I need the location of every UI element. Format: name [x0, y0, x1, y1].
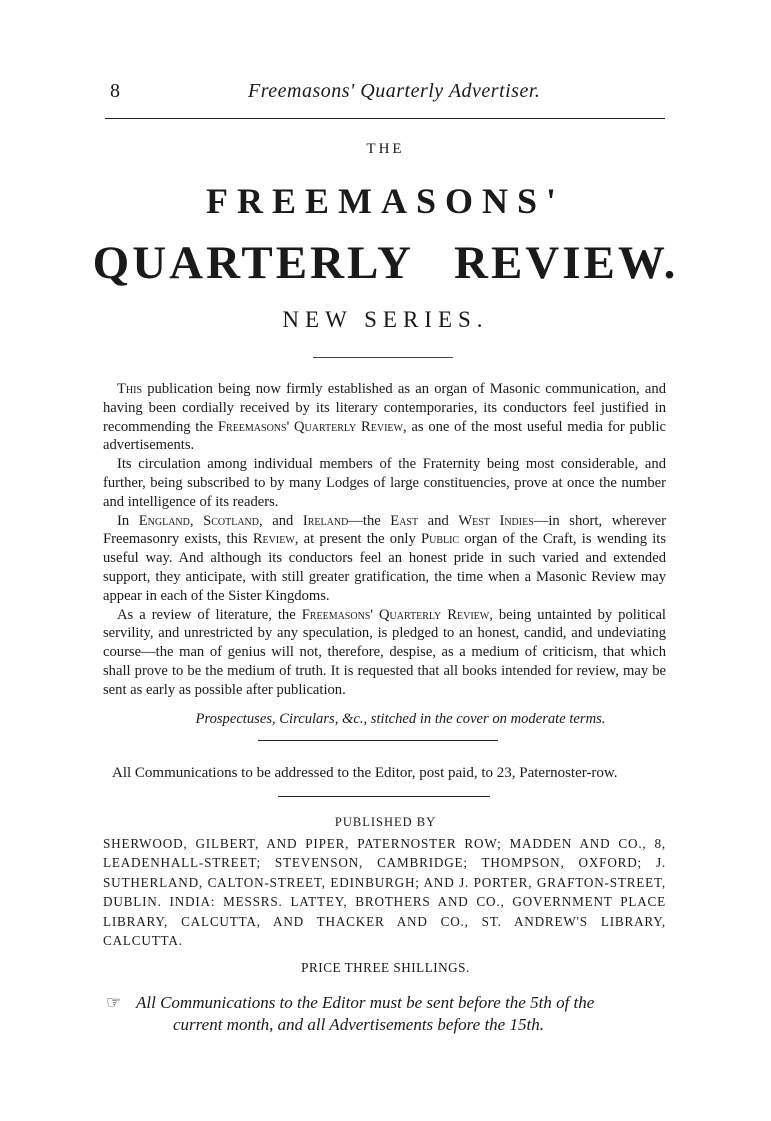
published-by: PUBLISHED BY: [334, 815, 437, 829]
section-rule-1: [258, 740, 498, 741]
publishers-list: SHERWOOD, GILBERT, AND PIPER, PATERNOSTER ROW; MADDEN AND CO., 8, LEADENHALL-STREET; STEVENSON, CAMBRIDGE; THOMPSON, OXFORD; J. SUTHERLAND, CALTON-STREET, EDINBURGH; AND J. PORTER, GRAFTON-STREET, DUBLIN. INDIA: MESSRS. LATTEY, BROTHERS AND CO., GOVERNMENT PLACE LIBRARY, CALCUTTA, AND THACKER AND CO., ST. ANDREW'S LIBRARY, CALCUTTA.: [103, 836, 666, 949]
title-quarterly: QUARTERLY: [92, 237, 415, 289]
prospectus-note: Prospectuses, Circulars, &c., stitched in the cover on moderate terms.: [195, 711, 606, 727]
title-freemasons: FREEMASONS': [205, 181, 566, 221]
running-title: Freemasons' Quarterly Advertiser.: [248, 80, 541, 102]
title-review: REVIEW.: [454, 237, 679, 289]
title-the: THE: [366, 141, 405, 157]
prospectus-body: [103, 380, 666, 700]
paragraph-4: As a review of literature, the Freemasons' Quarterly Review, being untainted by political servility, and unrestricted by any speculation, is pledged to an honest, candid, and undeviating course—the man of genius will not, therefore, despise, as a medium of criticism, that which shall prove to be the medium of truth. It is requested that all books intended for review, may be sent as early as possible after publication.: [103, 606, 666, 698]
title-new-series: NEW SERIES.: [282, 307, 489, 332]
editor-notice: [106, 992, 666, 1036]
paragraph-3: In England, Scotland, and Ireland—the East and West Indies—in short, wherever Freemasonry exists, this Review, at present the only Public organ of the Craft, is wending its useful way. And although its conductors feel an honest pride in such varied and extended support, they anticipate, with still greater gratification, the time when a Masonic Review may appear in each of the Sister Kingdoms.: [103, 512, 667, 604]
communications-line: All Communications to be addressed to the Editor, post paid, to 23, Paternoster-row.: [112, 765, 618, 781]
title-rule: [313, 357, 453, 358]
notice-line-1: All Communications to the Editor must be sent before the 5th of the: [136, 993, 595, 1012]
notice-line-2: current month, and all Advertisements before the 15th.: [173, 1015, 544, 1034]
price-line: PRICE THREE SHILLINGS.: [301, 960, 470, 975]
paragraph-2: Its circulation among individual members of the Fraternity being most considerable, and further, being subscribed to by many Lodges of large constituencies, prove at once the number and intelligence of its readers.: [103, 456, 666, 510]
paragraph-1: This publication being now firmly established as an organ of Masonic communication, and having been cordially received by its literary contemporaries, its conductors feel justified in recommending the Freemasons' Quarterly Review, as one of the most useful media for public advertisements.: [103, 381, 666, 454]
pointing-hand-icon: ☞: [106, 993, 122, 1012]
header-rule: [105, 118, 665, 119]
title-quarterly-review: [0, 236, 771, 290]
section-rule-2: [278, 796, 490, 797]
page-number: 8: [110, 80, 120, 102]
